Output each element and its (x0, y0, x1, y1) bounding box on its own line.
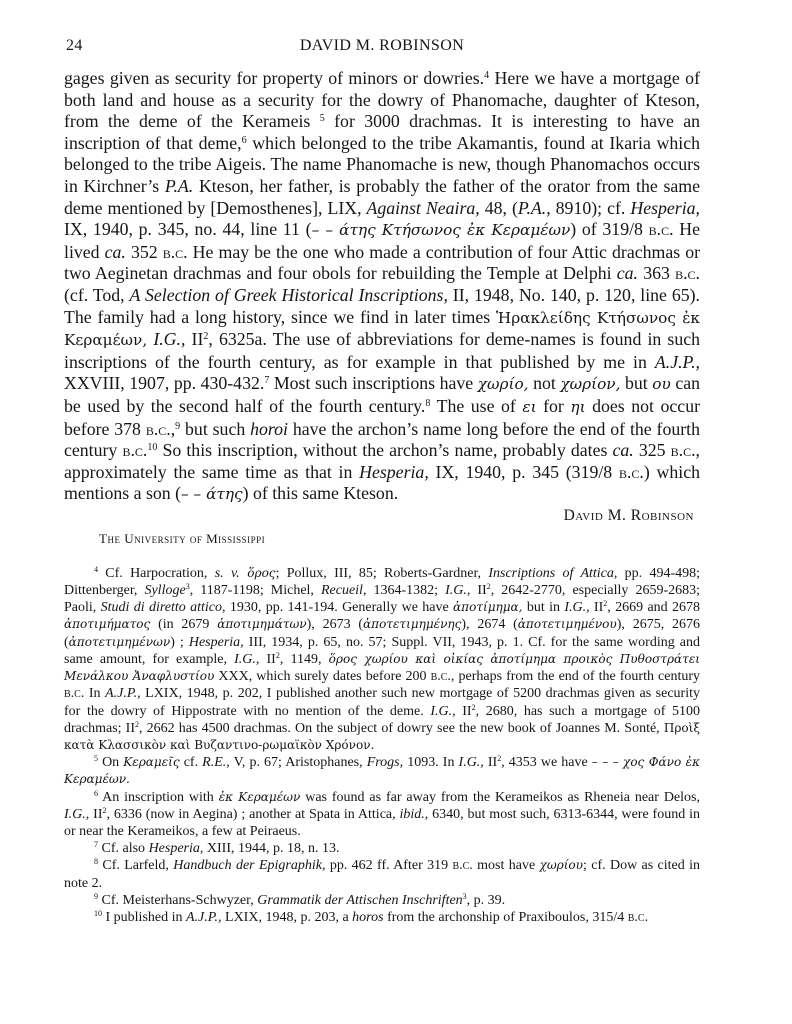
text-run: I published in (102, 909, 186, 925)
text-run: b.c. (648, 219, 674, 240)
text-run: b.c., (670, 440, 700, 461)
running-head (64, 33, 700, 55)
text-run: b.c. (627, 909, 649, 925)
text-run: A.J.P., (186, 909, 222, 925)
text-run: from the archonship of Praxiboulos, 315/4 (383, 909, 628, 925)
text-run: ἀποτιμήματος (64, 617, 151, 632)
text-run: ἀποτετιμημένης (363, 617, 462, 632)
text-run: ) of 319/8 (570, 219, 649, 240)
text-run: ca. (104, 241, 126, 262)
text-run: Grammatik der Attischen Inschriften (257, 892, 463, 908)
text-run: χωρίον, (560, 375, 621, 394)
footnote-ref[interactable]: 10 (147, 442, 158, 454)
text-run: for 3000 drachmas. It is interesting to have an inscription of that deme, (64, 111, 700, 153)
text-run: pp. 494-498; Dittenberger, (64, 565, 701, 599)
text-run: ἐκ Κεραμέων (218, 789, 301, 804)
text-run: 1093. In (403, 755, 459, 771)
text-run: but in (522, 600, 565, 616)
text-run: 2 (135, 719, 139, 729)
text-run: II (259, 651, 276, 667)
text-run: Hesperia, (359, 461, 429, 482)
text-run: Cf. Harpocration, (98, 565, 215, 581)
text-run: gages given as security for property of minors or dowries. (64, 68, 485, 88)
text-run: He lived (64, 219, 700, 262)
text-run: 2 (203, 331, 209, 343)
text-run: ca. (612, 440, 634, 461)
text-run: χωρίο, (477, 375, 529, 394)
text-run: horoi (250, 418, 288, 439)
text-run: 352 (125, 241, 163, 262)
text-run: , 2680, has such a mortgage of 5100 drachmas; II (64, 703, 700, 736)
text-run: (cf. Tod, (64, 284, 130, 305)
text-run: On (98, 755, 124, 771)
text-run: s. v. (214, 565, 240, 581)
text-run: , 2662 has 4500 drachmas. On the subject of dowry see the new book of Joannes M. Sonté, (139, 720, 664, 736)
greek-text: – – άτης Κτήσωνος ἐκ Κεραμέων (311, 221, 571, 240)
text-run: approximately the same time as that in (64, 461, 360, 482)
footnote-10 (64, 909, 700, 926)
greek-text: Ἡρακλείδης Κτήσωνος ἐκ Κεραμέων, (64, 308, 700, 350)
text-run: Recueil, (320, 583, 367, 599)
greek-text: – – άτης (181, 485, 243, 504)
text-run: I.G., (458, 755, 484, 771)
text-run: , 6325a. The use of abbreviations for deme-names is found in such inscriptions of the fourth century, as for example in that published by me in (64, 329, 700, 372)
text-run: 363 (638, 263, 676, 284)
text-run: V, p. 67; Aristophanes, (229, 755, 367, 771)
footnote-ref[interactable]: 9 (175, 420, 181, 432)
text-run: (in 2679 (150, 617, 218, 633)
text-run: Inscriptions of Attica, (488, 565, 618, 581)
text-run: Cf. also (98, 841, 149, 857)
page-number: 24 (66, 37, 83, 54)
text-run: Hesperia, (630, 197, 701, 218)
text-run: but (620, 373, 653, 394)
text-run: have the archon’s name long before the end of the fourth century (64, 418, 700, 461)
text-run: ἀποτιμημάτων (217, 617, 307, 632)
text-run: 2 (102, 805, 107, 815)
footnote-number: 9 (94, 891, 98, 901)
text-run: b.c., (145, 418, 176, 439)
text-run: 1364-1382; (366, 583, 446, 599)
text-run: b.c. (64, 686, 85, 702)
text-run: Cf. Meisterhans-Schwyzer, (98, 892, 258, 908)
text-run: 2 (603, 599, 608, 609)
text-run: ου (652, 375, 671, 394)
text-run: The use of (430, 395, 523, 416)
text-run: – – – χος Φάνο ἐκ Κεραμέων. (64, 755, 700, 787)
text-run: A.J.P., (105, 686, 141, 702)
text-run: A.J.P., (654, 351, 700, 372)
text-run: ὅρος χωρίου καὶ οἰκίας ἀποτίμημα προικὸς Πυθοστράτει Μενάλκου Ἀναφλυστίου (64, 651, 700, 684)
text-run: In (84, 686, 106, 702)
text-run: So this inscription, without the archon’s name, probably dates (157, 440, 613, 461)
text-run: IX, 1940, p. 345, no. 44, line 11 ( (64, 219, 312, 240)
text-run: , 1149, (279, 651, 329, 667)
footnote-6 (64, 789, 700, 841)
text-run: I.G., (445, 583, 471, 599)
running-title: DAVID M. ROBINSON (299, 37, 465, 54)
text-run: 2 (486, 582, 491, 592)
text-run: II (470, 583, 487, 599)
footnote-4 (64, 565, 700, 754)
text-run: most have (472, 858, 540, 874)
text-run: 2 (275, 650, 280, 660)
footnote-number: 6 (94, 788, 98, 798)
text-run: LXIX, 1948, p. 203, a (221, 909, 353, 925)
author-signature: David M. Robinson (563, 506, 694, 524)
text-run: 6340, but most such, 6313-6344, were found in or near the Kerameikos, a few at Peiraeus. (64, 806, 700, 839)
text-run: A Selection of Greek Historical Inscriptions, (129, 284, 448, 305)
text-run: b.c. (122, 440, 148, 461)
text-run: II (185, 329, 204, 350)
text-run: Hesperia, (188, 634, 244, 650)
text-run: ; Pollux, III, 85; Roberts-Gardner, (275, 565, 489, 581)
text-run: does not occur before 378 (64, 395, 700, 439)
text-run: ), 2674 ( (461, 617, 518, 633)
text-run: IX, 1940, p. 345 (319/8 (428, 461, 619, 482)
text-run: , 2642-2770, especially 2659-2683; Paoli, (64, 583, 701, 616)
text-run: , 4353 we have (501, 755, 592, 771)
text-run: , 2669 and 2678 (607, 600, 701, 616)
footnote-number: 8 (94, 857, 98, 867)
text-run: Sylloge (144, 583, 186, 599)
text-run: Προὶξ κατὰ Κλασσικὸν καὶ Βυζαντινο-ρωμαϊκὸν Χρόνον. (64, 720, 700, 752)
footnote-7 (64, 840, 700, 857)
text-run: Studi di diretto attico, (100, 600, 226, 616)
text-run: b.c. (618, 461, 644, 482)
text-run: Kteson, her father, is probably the father of the orator from the same deme mentioned by [Demosthenes], LIX, (64, 175, 700, 218)
text-run: b.c. (675, 263, 700, 284)
footnote-ref[interactable]: 5 (319, 113, 325, 125)
text-run: b.c. (452, 858, 473, 874)
text-run: I.G., (564, 600, 590, 616)
text-run: XXX, which surely dates before 200 (214, 669, 431, 685)
text-run: but such (180, 418, 251, 439)
text-run: ηι (570, 397, 586, 416)
footnote-9 (64, 892, 700, 909)
text-run: , 1187-1198; Michel, (189, 583, 321, 599)
text-run: Handbuch der Epigraphik, (173, 858, 326, 874)
text-run: An inscription with (98, 789, 219, 805)
text-run: II (589, 600, 604, 616)
text-run: Most such inscriptions have (269, 373, 478, 394)
text-run: ἀποτετιμημένου (517, 617, 617, 632)
text-run: 1930, pp. 141-194. Generally we have (225, 600, 454, 616)
text-run: Cf. Larfeld, (98, 858, 174, 874)
text-run: for (536, 395, 571, 416)
text-run: ), 2675, 2676 ( (64, 617, 700, 650)
text-run: I.G., (64, 806, 90, 822)
text-run: was found as far away from the Kerameikos as Rheneia near Delos, (300, 789, 700, 805)
text-run: 48, ( (479, 197, 518, 218)
text-run: 3 (462, 891, 467, 901)
footnote-number: 7 (94, 840, 98, 850)
text-run: XIII, 1944, p. 18, n. 13. (203, 841, 340, 857)
text-run: which belonged to the tribe Akamantis, found at Ikaria which belonged to the tribe Aigeis. The name Phanomache is new, though Phanomachos occurs in Kirchner’s (64, 132, 700, 196)
text-run: cf. (179, 755, 203, 771)
text-run: II (455, 703, 472, 719)
text-run: II, 1948, No. 140, p. 120, line 65). The family had a long history, since we find in later times (64, 284, 701, 327)
text-run: II (89, 806, 103, 822)
text-run: Hesperia, (148, 841, 204, 857)
journal-page (64, 33, 700, 1013)
footnote-ref[interactable]: 4 (484, 70, 490, 81)
text-run: ibid., (399, 806, 429, 822)
text-run: III, 1934, p. 65, no. 57; Suppl. VII, 1943, p. 1. Cf. for the same wording and same amount, for example, (64, 634, 700, 667)
text-run: ; cf. Dow as cited in note 2. (64, 858, 701, 891)
text-run: 2 (471, 702, 476, 712)
text-run: II (483, 755, 498, 771)
text-run: perhaps from the end of the fourth century (454, 669, 701, 685)
footnote-5 (64, 754, 700, 788)
text-run: Κεραμεῖς (123, 755, 180, 770)
text-run: P.A. (164, 175, 194, 196)
text-run: ἀποτετιμημένων (68, 634, 171, 649)
footnote-8 (64, 857, 700, 891)
text-run: I.G., (153, 329, 186, 350)
text-run: , 8910); cf. (546, 197, 631, 218)
author-affiliation: The University of Mississippi (99, 530, 266, 546)
text-run: χωρίου (539, 858, 583, 873)
text-run: R.E., (202, 755, 230, 771)
footnote-number: 10 (94, 908, 102, 918)
text-run: XXVIII, 1907, pp. 430-432. (64, 373, 265, 394)
footnote-number: 4 (94, 564, 98, 574)
footnote-number: 5 (94, 754, 98, 764)
footnote-ref[interactable]: 7 (264, 375, 270, 387)
footnote-ref[interactable]: 6 (241, 134, 247, 146)
text-run: 2 (497, 754, 502, 764)
text-run: b.c. (162, 241, 188, 262)
text-run: He may be the one who made a contribution of four Attic drachmas or two Aeginetan drachmas and four obols for rebuilding the Temple at Delphi (64, 241, 701, 284)
text-run: I.G., (430, 703, 456, 719)
body-paragraph (64, 68, 700, 506)
text-run: not (528, 373, 561, 394)
text-run: Here we have a mortgage of both land and house as a security for the dowry of Phanomache, daughter of Kteson, from the deme of the Kerameis (64, 68, 700, 132)
text-run: , p. 39. (466, 892, 506, 908)
text-run: can be used by the second half of the fourth century. (64, 373, 700, 416)
main-text (64, 68, 700, 506)
text-run: LXIX, 1948, p. 202, I published another such new mortgage of 5200 drachmas given as security for the dowry of Hippostrate with no mention of the deme. (64, 686, 700, 719)
text-run: I.G., (234, 651, 260, 667)
text-run: ), 2673 ( (306, 617, 364, 633)
text-run: ca. (616, 263, 638, 284)
text-run: ἀποτίμημα, (453, 600, 523, 615)
text-run: P.A. (517, 197, 547, 218)
text-run: , 6336 (now in Aegina) ; another at Spata in Attica, (106, 806, 400, 822)
text-run: ) which mentions a son ( (64, 461, 700, 504)
text-run: 325 (633, 440, 671, 461)
text-run: pp. 462 ff. After 319 (325, 858, 453, 874)
text-run: ὅρος (239, 565, 276, 580)
text-run: 3 (185, 582, 190, 592)
text-run: Against Neaira, (366, 197, 480, 218)
text-run: horos (352, 909, 384, 925)
text-run: ) of this same Kteson. (242, 483, 399, 504)
text-run: b.c., (430, 669, 455, 685)
text-run: ει (522, 397, 537, 416)
text-run: Frogs, (366, 755, 404, 771)
footnotes (64, 565, 700, 926)
text-run: ) ; (170, 634, 189, 650)
footnote-ref[interactable]: 8 (425, 397, 431, 409)
